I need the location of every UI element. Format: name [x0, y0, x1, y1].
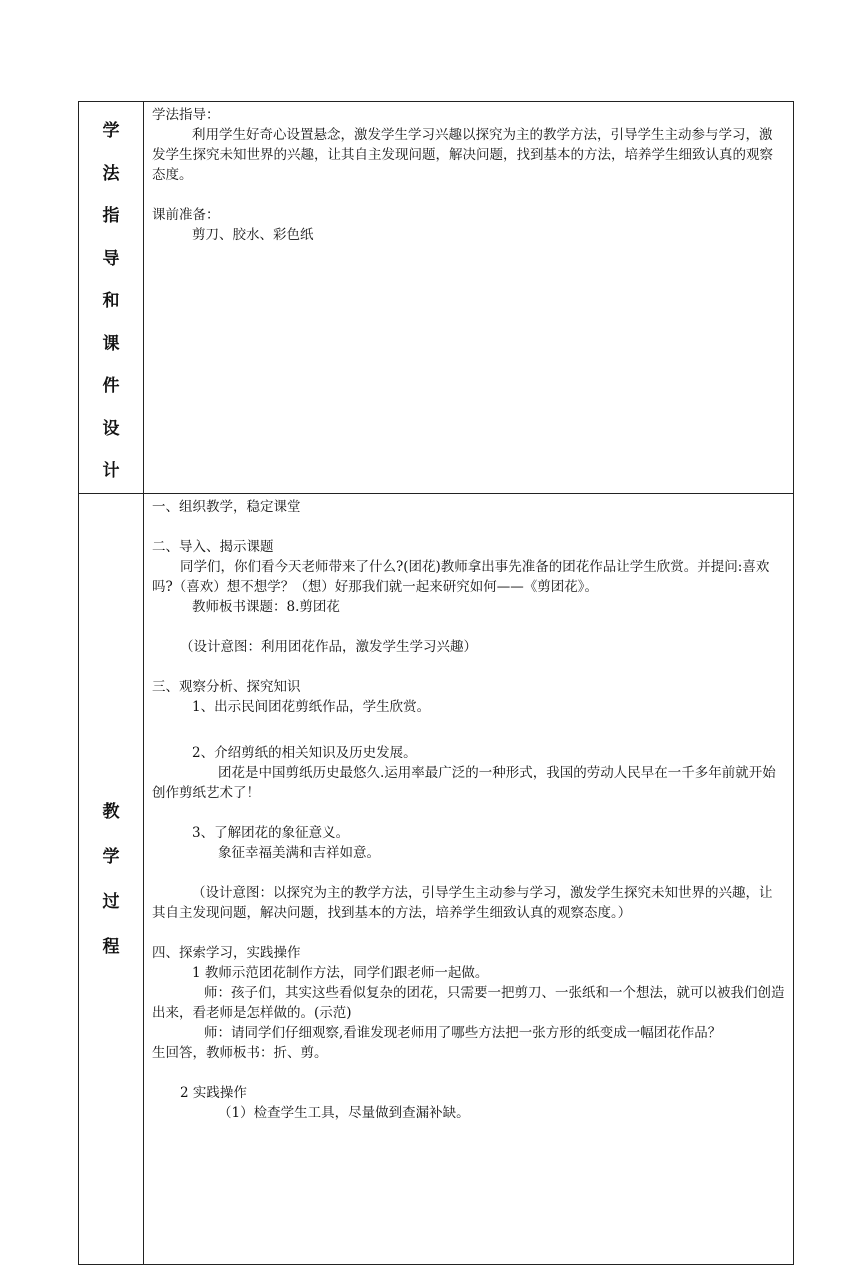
- table-row: [79, 102, 794, 494]
- label-line: 教: [102, 801, 132, 822]
- step-text: 3、了解团花的象征意义。: [192, 824, 350, 841]
- guidance-paragraph: 利用学生好奇心设置悬念，激发学生学习兴趣以探究为主的教学方法，引导学生主动参与学习，激发学生探究未知世界的兴趣，让其自主发现问题，解决问题，找到基本的方法，培养学生细致认真的观察态度。: [152, 127, 773, 183]
- step-text: 2、介绍剪纸的相关知识及历史发展。: [192, 744, 417, 761]
- lesson-plan-table: [78, 101, 794, 1265]
- label-line: 学: [102, 846, 132, 867]
- label-line: 过: [102, 891, 132, 912]
- step-heading: 一、组织教学，稳定课堂: [152, 498, 301, 515]
- label-line: 指导: [102, 206, 132, 269]
- table-row: [79, 493, 794, 1264]
- label-line: 计: [102, 461, 132, 481]
- step-heading: 2 实践操作: [180, 1084, 247, 1101]
- step-text: 象征幸福美满和吉祥如意。: [218, 844, 380, 861]
- step-text: 1 教师示范团花制作方法，同学们跟老师一起做。: [192, 964, 489, 981]
- design-intent: （设计意图：利用团花作品，激发学生学习兴趣）: [180, 638, 477, 655]
- label-line: 件设: [102, 376, 132, 439]
- step-text: 师：请同学们仔细观察,看谁发现老师用了哪些方法把一张方形的纸变成一幅团花作品？: [204, 1024, 722, 1041]
- label-line: 学法: [102, 121, 132, 184]
- step-text: 生回答，教师板书：折、剪。: [152, 1044, 328, 1061]
- row-label-cell: [79, 493, 144, 1264]
- step-text: （1）检查学生工具，尽量做到查漏补缺。: [218, 1104, 470, 1121]
- label-line: 程: [102, 936, 132, 957]
- guidance-heading: 学法指导：: [152, 107, 220, 123]
- step-heading: 二、导入、揭示课题: [152, 538, 274, 555]
- row-label-guidance: [79, 102, 143, 493]
- prep-items: 剪刀、胶水、彩色纸: [192, 227, 314, 243]
- row-label-process: [79, 494, 143, 970]
- row-content-cell: [144, 102, 794, 494]
- step-text: 师：孩子们，其实这些看似复杂的团花，只需要一把剪刀、一张纸和一个想法，就可以被我们创造出来，看老师是怎样做的。(示范): [152, 984, 785, 1021]
- row-label-cell: [79, 102, 144, 494]
- prep-heading: 课前准备：: [152, 207, 220, 223]
- step-text: 团花是中国剪纸历史最悠久.运用率最广泛的一种形式，我国的劳动人民早在一千多年前就开始创作剪纸艺术了！: [152, 764, 776, 801]
- label-line: 和课: [102, 291, 132, 354]
- step-text: 同学们，你们看今天老师带来了什么?(团花)教师拿出事先准备的团花作品让学生欣赏。并提问:喜欢吗?（喜欢）想不想学？（想）好那我们就一起来研究如何——《剪团花》。: [152, 558, 770, 595]
- design-intent: （设计意图：以探究为主的教学方法，引导学生主动参与学习，激发学生探究未知世界的兴趣，让其自主发现问题，解决问题，找到基本的方法，培养学生细致认真的观察态度。）: [152, 884, 773, 921]
- step-heading: 四、探索学习，实践操作: [152, 944, 301, 961]
- step-text: 教师板书课题：8.剪团花: [192, 598, 340, 615]
- step-text: 1、出示民间团花剪纸作品，学生欣赏。: [192, 698, 431, 715]
- process-content: [144, 494, 793, 1123]
- row-content-cell: [144, 493, 794, 1264]
- step-heading: 三、观察分析、探究知识: [152, 678, 301, 695]
- guidance-content: [144, 102, 793, 245]
